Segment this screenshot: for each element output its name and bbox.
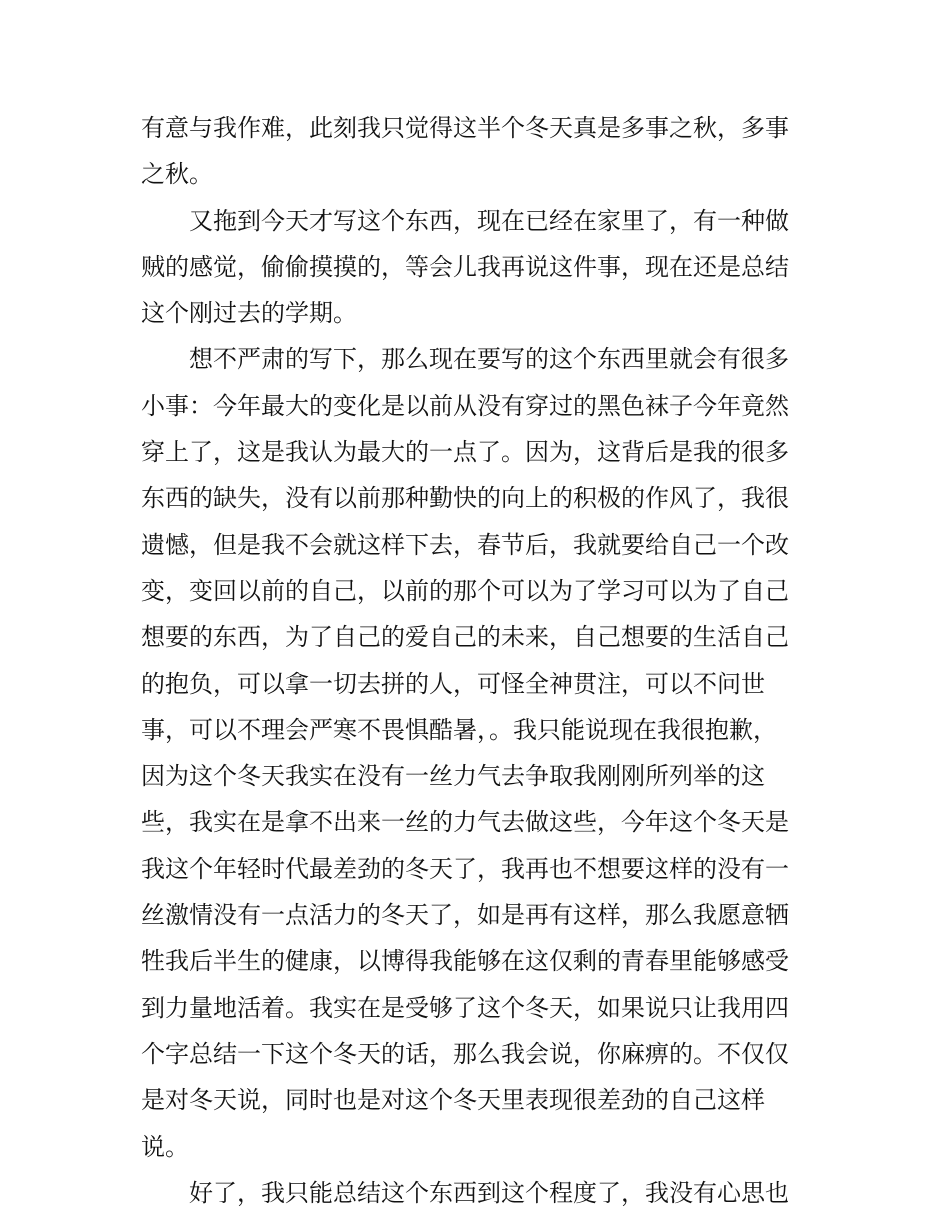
text-line: 之秋。 xyxy=(141,160,213,189)
paragraph-2 xyxy=(141,198,813,337)
text-line: 这个刚过去的学期。 xyxy=(141,299,357,328)
text-line: 遗憾，但是我不会就这样下去，春节后，我就要给自己一个改 xyxy=(141,530,789,559)
text-line: 的抱负，可以拿一切去拼的人，可怪全神贯注，可以不问世 xyxy=(141,669,765,698)
paragraph-1 xyxy=(141,105,813,198)
text-line: 想不严肃的写下，那么现在要写的这个东西里就会有很多 xyxy=(189,345,789,374)
text-line: 些，我实在是拿不出来一丝的力气去做这些，今年这个冬天是 xyxy=(141,808,789,837)
text-line: 东西的缺失，没有以前那种勤快的向上的积极的作风了，我很 xyxy=(141,484,789,513)
text-line: 牲我后半生的健康，以博得我能够在这仅剩的青春里能够感受 xyxy=(141,947,789,976)
text-line: 又拖到今天才写这个东西，现在已经在家里了，有一种做 xyxy=(189,206,789,235)
text-line: 说。 xyxy=(141,1132,189,1161)
text-line: 贼的感觉，偷偷摸摸的，等会儿我再说这件事，现在还是总结 xyxy=(141,252,789,281)
text-line: 穿上了，这是我认为最大的一点了。因为，这背后是我的很多 xyxy=(141,438,789,467)
text-line: 我这个年轻时代最差劲的冬天了，我再也不想要这样的没有一 xyxy=(141,854,789,883)
text-line: 小事：今年最大的变化是以前从没有穿过的黑色袜子今年竟然 xyxy=(141,391,789,420)
text-line: 个字总结一下这个冬天的话，那么我会说，你麻痹的。不仅仅 xyxy=(141,1039,789,1068)
paragraph-4 xyxy=(141,1170,813,1216)
text-line: 丝激情没有一点活力的冬天了，如是再有这样，那么我愿意牺 xyxy=(141,901,789,930)
text-line: 事，可以不理会严寒不畏惧酷暑，。我只能说现在我很抱歉， xyxy=(141,715,777,744)
text-line: 好了，我只能总结这个东西到这个程度了，我没有心思也 xyxy=(189,1178,789,1207)
text-line: 因为这个冬天我实在没有一丝力气去争取我刚刚所列举的这 xyxy=(141,762,765,791)
text-line: 变，变回以前的自己，以前的那个可以为了学习可以为了自己 xyxy=(141,576,789,605)
paragraph-3 xyxy=(141,336,813,1169)
text-line: 想要的东西，为了自己的爱自己的未来，自己想要的生活自己 xyxy=(141,623,789,652)
text-line: 是对冬天说，同时也是对这个冬天里表现很差劲的自己这样 xyxy=(141,1086,765,1115)
text-line: 到力量地活着。我实在是受够了这个冬天，如果说只让我用四 xyxy=(141,993,789,1022)
text-line: 有意与我作难，此刻我只觉得这半个冬天真是多事之秋，多事 xyxy=(141,114,789,142)
document-body xyxy=(141,105,813,1216)
